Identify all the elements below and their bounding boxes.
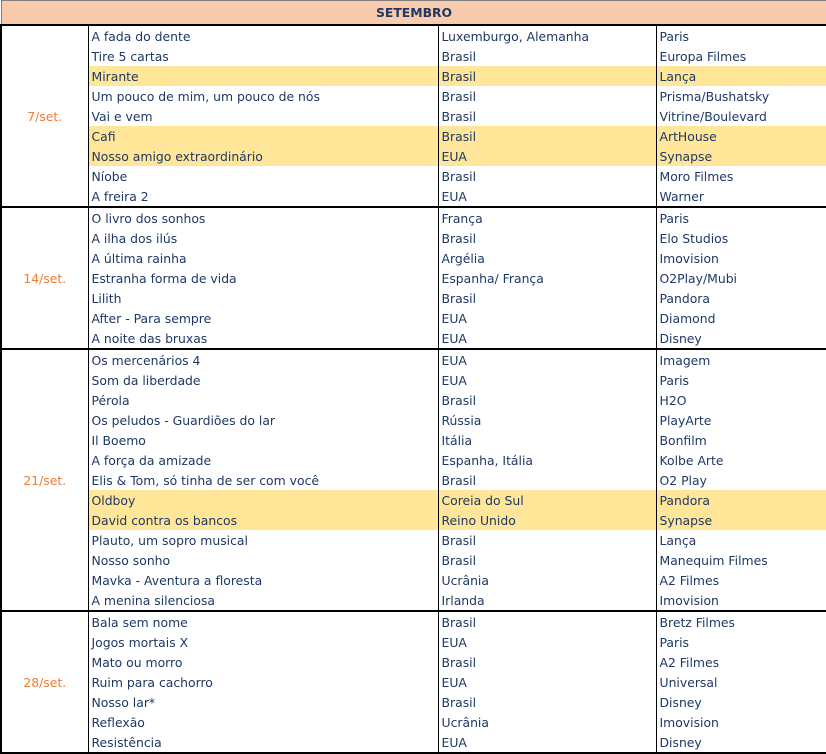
table-row (1, 590, 826, 611)
table-row (1, 450, 826, 470)
film-title: After - Para sempre (88, 308, 438, 328)
film-distributor: Paris (656, 207, 826, 228)
table-row (1, 166, 826, 186)
table-row (1, 349, 826, 370)
film-distributor: Vitrine/Boulevard (656, 106, 826, 126)
table-row (1, 410, 826, 430)
film-distributor: O2 Play (656, 470, 826, 490)
table-row (1, 530, 826, 550)
film-distributor: Disney (656, 692, 826, 712)
table-row (1, 370, 826, 390)
film-distributor: Universal (656, 672, 826, 692)
film-country: Brasil (438, 66, 656, 86)
table-row (1, 288, 826, 308)
film-title: A ilha dos ilús (88, 228, 438, 248)
film-country: Coreia do Sul (438, 490, 656, 510)
film-distributor: Europa Filmes (656, 46, 826, 66)
film-country: Espanha, Itália (438, 450, 656, 470)
table-row (1, 732, 826, 753)
film-distributor: Manequim Filmes (656, 550, 826, 570)
film-distributor: Imagem (656, 349, 826, 370)
film-distributor: Diamond (656, 308, 826, 328)
film-country: EUA (438, 308, 656, 328)
table-row (1, 550, 826, 570)
table-row (1, 570, 826, 590)
film-country: Luxemburgo, Alemanha (438, 25, 656, 46)
film-distributor: Prisma/Bushatsky (656, 86, 826, 106)
film-distributor: Elo Studios (656, 228, 826, 248)
film-country: Brasil (438, 126, 656, 146)
film-title: Oldboy (88, 490, 438, 510)
film-country: EUA (438, 186, 656, 207)
film-title: Nosso sonho (88, 550, 438, 570)
film-distributor: ArtHouse (656, 126, 826, 146)
film-distributor: Paris (656, 370, 826, 390)
film-country: EUA (438, 328, 656, 349)
film-country: EUA (438, 349, 656, 370)
film-title: Elis & Tom, só tinha de ser com você (88, 470, 438, 490)
film-title: A fada do dente (88, 25, 438, 46)
film-distributor: Imovision (656, 590, 826, 611)
film-country: Reino Unido (438, 510, 656, 530)
film-title: Som da liberdade (88, 370, 438, 390)
film-title: Mavka - Aventura a floresta (88, 570, 438, 590)
film-title: Níobe (88, 166, 438, 186)
film-distributor: Lança (656, 66, 826, 86)
table-row (1, 672, 826, 692)
film-country: Brasil (438, 46, 656, 66)
film-country: Argélia (438, 248, 656, 268)
film-title: Jogos mortais X (88, 632, 438, 652)
film-country: EUA (438, 632, 656, 652)
film-title: A menina silenciosa (88, 590, 438, 611)
film-distributor: Imovision (656, 248, 826, 268)
film-title: Bala sem nome (88, 611, 438, 632)
film-distributor: H2O (656, 390, 826, 410)
table-row (1, 611, 826, 632)
film-country: Ucrânia (438, 570, 656, 590)
film-title: Mirante (88, 66, 438, 86)
film-distributor: Pandora (656, 490, 826, 510)
film-country: Itália (438, 430, 656, 450)
film-title: Nosso lar* (88, 692, 438, 712)
film-distributor: Pandora (656, 288, 826, 308)
film-title: Plauto, um sopro musical (88, 530, 438, 550)
film-distributor: Lança (656, 530, 826, 550)
table-row (1, 430, 826, 450)
film-title: Tire 5 cartas (88, 46, 438, 66)
table-row (1, 308, 826, 328)
table-row (1, 248, 826, 268)
film-country: EUA (438, 146, 656, 166)
table-row (1, 268, 826, 288)
film-distributor: Paris (656, 25, 826, 46)
film-country: EUA (438, 672, 656, 692)
table-row (1, 510, 826, 530)
film-title: Mato ou morro (88, 652, 438, 672)
film-distributor: Imovision (656, 712, 826, 732)
film-country: Irlanda (438, 590, 656, 611)
release-date: 14/set. (1, 207, 88, 349)
film-distributor: Paris (656, 632, 826, 652)
film-title: Pérola (88, 390, 438, 410)
table-row (1, 652, 826, 672)
film-distributor: Synapse (656, 146, 826, 166)
film-country: EUA (438, 732, 656, 753)
table-row (1, 712, 826, 732)
film-distributor: Synapse (656, 510, 826, 530)
film-country: Brasil (438, 530, 656, 550)
film-distributor: Disney (656, 732, 826, 753)
film-title: Um pouco de mim, um pouco de nós (88, 86, 438, 106)
film-distributor: PlayArte (656, 410, 826, 430)
film-distributor: Moro Filmes (656, 166, 826, 186)
film-title: O livro dos sonhos (88, 207, 438, 228)
table-row (1, 106, 826, 126)
film-distributor: Warner (656, 186, 826, 207)
film-country: Brasil (438, 166, 656, 186)
film-title: Reflexão (88, 712, 438, 732)
film-country: EUA (438, 370, 656, 390)
film-title: Estranha forma de vida (88, 268, 438, 288)
film-title: Nosso amigo extraordinário (88, 146, 438, 166)
release-date: 7/set. (1, 25, 88, 207)
table-row (1, 25, 826, 46)
film-country: Brasil (438, 390, 656, 410)
film-country: França (438, 207, 656, 228)
film-title: A força da amizade (88, 450, 438, 470)
table-row (1, 146, 826, 166)
film-distributor: Disney (656, 328, 826, 349)
film-distributor: A2 Filmes (656, 652, 826, 672)
film-title: Vai e vem (88, 106, 438, 126)
film-title: A última rainha (88, 248, 438, 268)
film-country: Brasil (438, 228, 656, 248)
film-title: David contra os bancos (88, 510, 438, 530)
film-country: Ucrânia (438, 712, 656, 732)
table-row (1, 490, 826, 510)
film-title: Os peludos - Guardiões do lar (88, 410, 438, 430)
film-distributor: A2 Filmes (656, 570, 826, 590)
film-title: Resistência (88, 732, 438, 753)
film-title: Il Boemo (88, 430, 438, 450)
film-country: Brasil (438, 106, 656, 126)
table-row (1, 86, 826, 106)
film-distributor: O2Play/Mubi (656, 268, 826, 288)
film-country: Rússia (438, 410, 656, 430)
release-date: 28/set. (1, 611, 88, 753)
table-row (1, 66, 826, 86)
film-country: Brasil (438, 550, 656, 570)
table-row (1, 46, 826, 66)
film-country: Espanha/ França (438, 268, 656, 288)
film-country: Brasil (438, 86, 656, 106)
film-country: Brasil (438, 652, 656, 672)
film-country: Brasil (438, 288, 656, 308)
table-row (1, 632, 826, 652)
table-row (1, 126, 826, 146)
film-distributor: Kolbe Arte (656, 450, 826, 470)
month-header-row (1, 1, 826, 26)
film-distributor: Bretz Filmes (656, 611, 826, 632)
film-country: Brasil (438, 692, 656, 712)
film-title: Ruim para cachorro (88, 672, 438, 692)
table-row (1, 228, 826, 248)
film-country: Brasil (438, 611, 656, 632)
table-row (1, 470, 826, 490)
film-title: A freira 2 (88, 186, 438, 207)
film-country: Brasil (438, 470, 656, 490)
table-row (1, 692, 826, 712)
table-row (1, 390, 826, 410)
release-rows (1, 25, 826, 753)
film-distributor: Bonfilm (656, 430, 826, 450)
release-date: 21/set. (1, 349, 88, 611)
film-title: Cafi (88, 126, 438, 146)
table-row (1, 328, 826, 349)
film-title: Lilith (88, 288, 438, 308)
month-header: SETEMBRO (1, 1, 826, 26)
table-row (1, 186, 826, 207)
film-title: A noite das bruxas (88, 328, 438, 349)
table-row (1, 207, 826, 228)
film-title: Os mercenários 4 (88, 349, 438, 370)
